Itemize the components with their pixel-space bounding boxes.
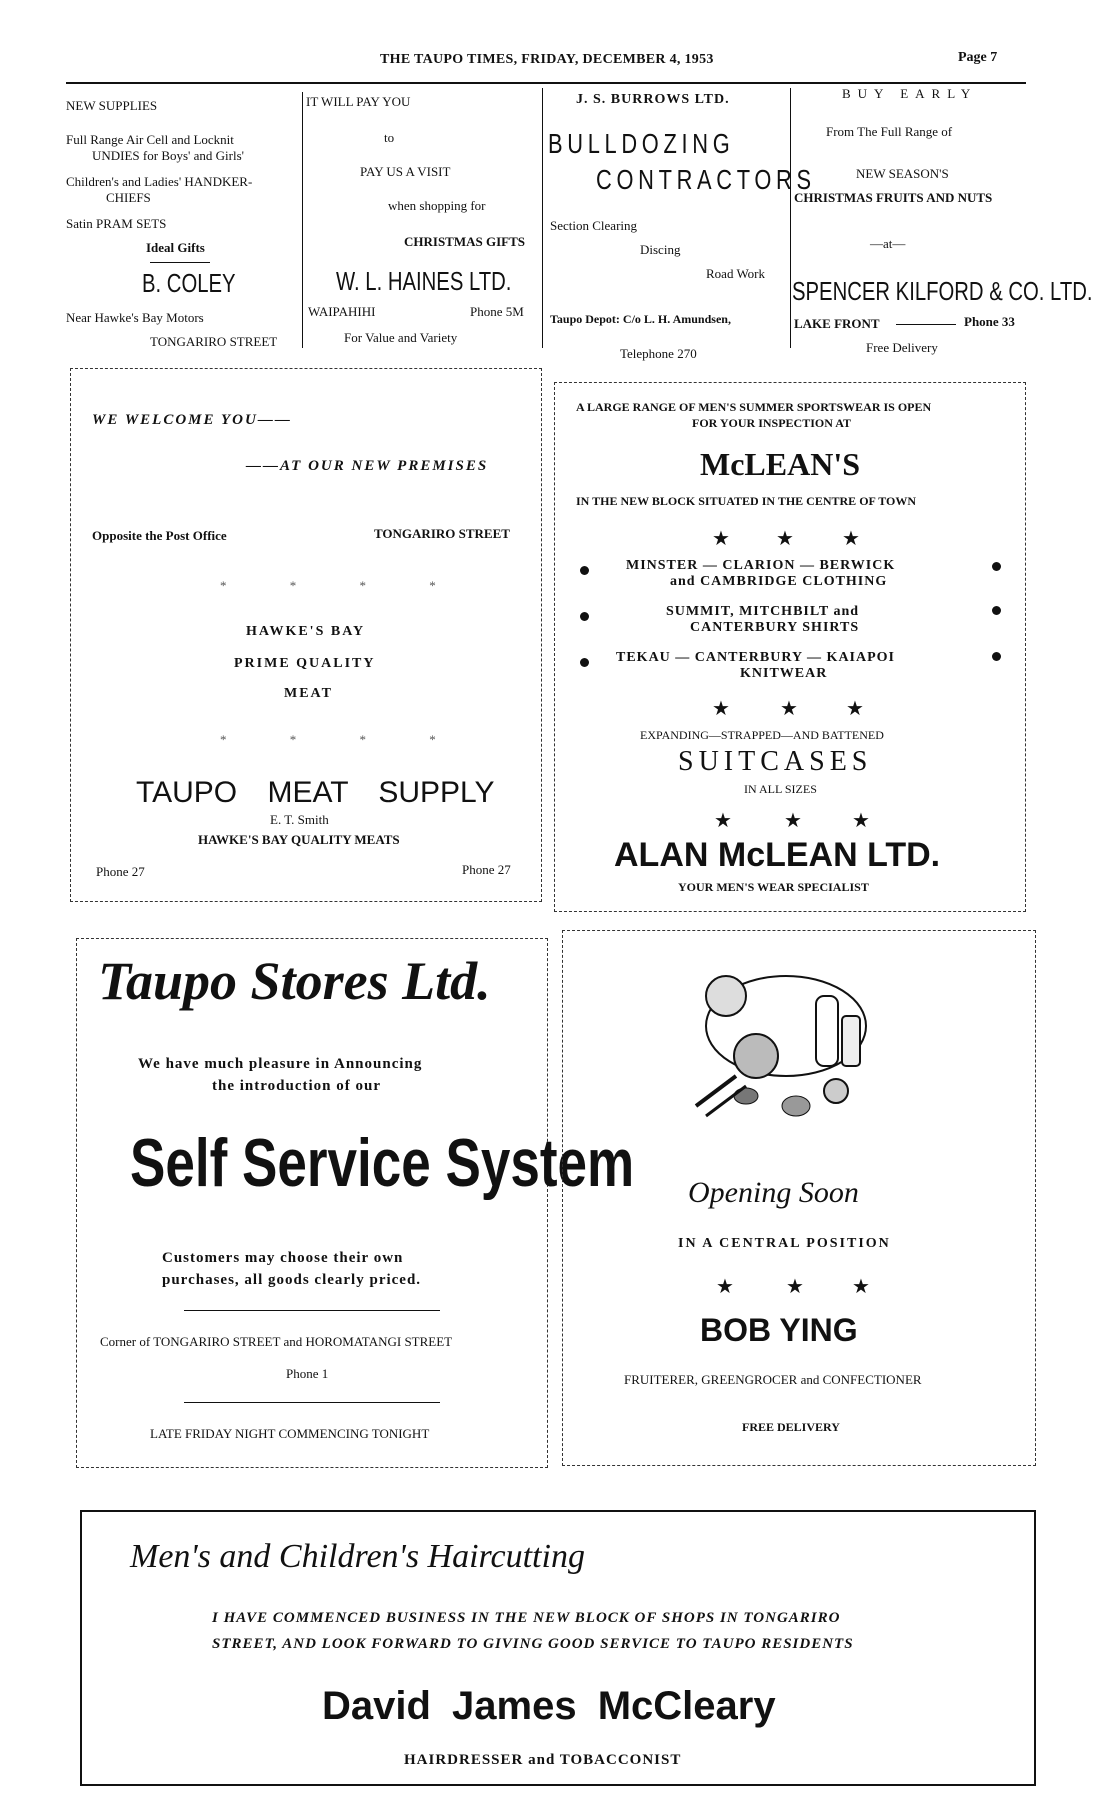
ying-position: IN A CENTRAL POSITION [678, 1236, 891, 1251]
bullet-icon [580, 566, 589, 575]
coley-line: Full Range Air Cell and Locknit [66, 132, 234, 147]
kilford-line: CHRISTMAS FRUITS AND NUTS [794, 190, 993, 205]
stores-announce: We have much pleasure in Announcing [138, 1056, 423, 1072]
kilford-at: —at— [870, 236, 906, 251]
stores-system: Self Service System [130, 1125, 635, 1201]
stores-customers: Customers may choose their own [162, 1250, 404, 1266]
meat-line: MEAT [284, 686, 333, 701]
meat-opposite: Opposite the Post Office [92, 528, 227, 543]
star-icon: ★ [846, 698, 864, 720]
meat-phone: Phone 27 [462, 862, 511, 877]
stores-late: LATE FRIDAY NIGHT COMMENCING TONIGHT [150, 1426, 430, 1441]
meat-owner: E. T. Smith [270, 812, 329, 827]
mclean-intro: A LARGE RANGE OF MEN'S SUMMER SPORTSWEAR IS OPEN [576, 400, 932, 414]
burrows-telephone: Telephone 270 [620, 346, 697, 361]
haines-phone: Phone 5M [470, 304, 524, 319]
column-divider [790, 88, 791, 348]
bullet-icon [992, 606, 1001, 615]
divider [184, 1402, 440, 1403]
divider [896, 324, 956, 325]
meat-premises: ——AT OUR NEW PREMISES [246, 458, 489, 474]
produce-illustration [686, 956, 886, 1136]
ying-name: BOB YING [700, 1312, 858, 1348]
stores-customers: purchases, all goods clearly priced. [162, 1272, 422, 1288]
mclean-expanding: EXPANDING—STRAPPED—AND BATTENED [640, 728, 884, 742]
burrows-service: Section Clearing [550, 218, 638, 233]
coley-gifts: Ideal Gifts [146, 240, 205, 255]
header-rule [66, 82, 1026, 84]
kilford-delivery: Free Delivery [866, 340, 938, 355]
coley-line: CHIEFS [106, 190, 151, 205]
mclean-sizes: IN ALL SIZES [744, 782, 817, 796]
coley-line: Satin PRAM SETS [66, 216, 167, 231]
mclean-brand-line: CANTERBURY SHIRTS [690, 620, 860, 635]
divider [150, 262, 210, 263]
stores-phone: Phone 1 [286, 1366, 329, 1381]
kilford-line: From The Full Range of [826, 124, 953, 139]
kilford-location: LAKE FRONT [794, 316, 880, 331]
mclean-location: IN THE NEW BLOCK SITUATED IN THE CENTRE OF TOWN [576, 494, 916, 508]
coley-street: TONGARIRO STREET [150, 334, 278, 349]
column-divider [302, 92, 303, 348]
hair-title: Men's and Children's Haircutting [130, 1538, 585, 1575]
star-icon: ★ [786, 1276, 804, 1298]
hair-trade: HAIRDRESSER and TOBACCONIST [404, 1752, 682, 1768]
mclean-brand-line: MINSTER — CLARION — BERWICK [626, 558, 896, 573]
mclean-name: McLEAN'S [700, 446, 860, 482]
burrows-bulldozing: BULLDOZING [548, 128, 735, 159]
mclean-brand-line: KNITWEAR [740, 666, 828, 681]
kilford-heading: BUY EARLY [842, 86, 978, 101]
column-divider [542, 88, 543, 348]
coley-name: B. COLEY [142, 268, 236, 298]
ying-opening: Opening Soon [688, 1176, 859, 1209]
ying-trade: FRUITERER, GREENGROCER and CONFECTIONER [624, 1372, 922, 1387]
haines-name: W. L. HAINES LTD. [336, 266, 512, 296]
star-icon: ★ [714, 810, 732, 832]
kilford-name: SPENCER KILFORD & CO. LTD. [792, 276, 1093, 306]
star-icon: ★ [852, 1276, 870, 1298]
hair-line: STREET, AND LOOK FORWARD TO GIVING GOOD SERVICE TO TAUPO RESIDENTS [212, 1636, 854, 1652]
bullet-icon [580, 658, 589, 667]
meat-stars: * * * * [220, 732, 466, 747]
meat-phone: Phone 27 [96, 864, 145, 879]
kilford-line: NEW SEASON'S [856, 166, 949, 181]
bullet-icon [992, 652, 1001, 661]
haines-line: to [384, 130, 395, 145]
meat-stars: * * * * [220, 578, 466, 593]
star-icon: ★ [780, 698, 798, 720]
mclean-brand-line: TEKAU — CANTERBURY — KAIAPOI [616, 650, 896, 665]
mclean-suitcases: SUITCASES [678, 746, 873, 777]
burrows-service: Discing [640, 242, 681, 257]
coley-heading: NEW SUPPLIES [66, 98, 158, 113]
meat-welcome: WE WELCOME YOU—— [92, 412, 292, 428]
haines-place: WAIPAHIHI [308, 304, 376, 319]
meat-line: HAWKE'S BAY [246, 624, 366, 639]
star-icon: ★ [784, 810, 802, 832]
mclean-specialist: YOUR MEN'S WEAR SPECIALIST [678, 880, 869, 894]
stores-corner: Corner of TONGARIRO STREET and HOROMATANGI STREET [100, 1334, 453, 1349]
star-icon: ★ [712, 528, 730, 550]
meat-name: TAUPO MEAT SUPPLY [136, 776, 495, 809]
haines-line: CHRISTMAS GIFTS [404, 234, 525, 249]
stores-name: Taupo Stores Ltd. [98, 951, 491, 1011]
kilford-phone: Phone 33 [964, 314, 1015, 329]
star-icon: ★ [712, 698, 730, 720]
hair-line: I HAVE COMMENCED BUSINESS IN THE NEW BLOCK OF SHOPS IN TONGARIRO [212, 1610, 841, 1626]
star-icon: ★ [842, 528, 860, 550]
haines-line: when shopping for [388, 198, 486, 213]
mclean-company: ALAN McLEAN LTD. [614, 836, 941, 874]
haines-line: PAY US A VISIT [360, 164, 451, 179]
hair-name: David James McCleary [322, 1684, 776, 1728]
burrows-depot: Taupo Depot: C/o L. H. Amundsen, [550, 312, 731, 326]
burrows-name: J. S. BURROWS LTD. [576, 92, 730, 107]
coley-line: Children's and Ladies' HANDKER- [66, 174, 253, 189]
bullet-icon [580, 612, 589, 621]
burrows-service: Road Work [706, 266, 766, 281]
meat-street: TONGARIRO STREET [374, 526, 510, 541]
meat-tagline: HAWKE'S BAY QUALITY MEATS [198, 832, 400, 847]
meat-line: PRIME QUALITY [234, 656, 376, 671]
mclean-brand-line: and CAMBRIDGE CLOTHING [670, 574, 888, 589]
coley-line: UNDIES for Boys' and Girls' [92, 148, 245, 163]
haines-line: IT WILL PAY YOU [306, 94, 411, 109]
mclean-brand-line: SUMMIT, MITCHBILT and [666, 604, 860, 619]
ying-delivery: FREE DELIVERY [742, 1420, 840, 1434]
page-number: Page 7 [958, 50, 998, 65]
star-icon: ★ [776, 528, 794, 550]
stores-ad-border [76, 938, 548, 1468]
star-icon: ★ [716, 1276, 734, 1298]
divider [184, 1310, 440, 1311]
haines-tagline: For Value and Variety [344, 330, 458, 345]
mclean-intro: FOR YOUR INSPECTION AT [692, 416, 852, 430]
bullet-icon [992, 562, 1001, 571]
coley-address: Near Hawke's Bay Motors [66, 310, 204, 325]
star-icon: ★ [852, 810, 870, 832]
stores-announce: the introduction of our [212, 1078, 381, 1094]
page-header-title: THE TAUPO TIMES, FRIDAY, DECEMBER 4, 1953 [380, 52, 714, 67]
burrows-contractors: CONTRACTORS [596, 164, 816, 195]
